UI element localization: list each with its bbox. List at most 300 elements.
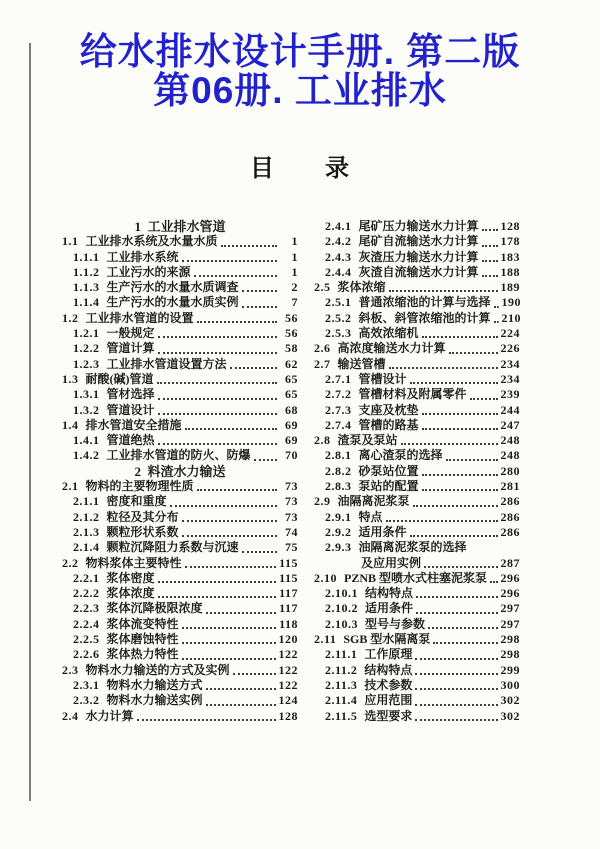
toc-entry xyxy=(314,479,520,494)
entry-number: 1.1.2 xyxy=(73,264,100,279)
entry-label xyxy=(325,693,412,708)
toc-entry xyxy=(314,632,520,647)
entry-number: 2.8 xyxy=(314,433,331,448)
entry-page: 248 xyxy=(500,448,520,463)
entry-page: 56 xyxy=(285,326,298,341)
entry-label xyxy=(73,617,179,632)
entry-title-text: 灰渣压力输送水力计算 xyxy=(358,249,479,264)
entry-page: 188 xyxy=(500,264,520,279)
entry-number: 1.1.1 xyxy=(73,249,100,264)
entry-label xyxy=(73,510,179,525)
toc-entry xyxy=(314,418,520,433)
entry-page: 122 xyxy=(278,647,298,662)
toc-entry xyxy=(62,632,298,647)
entry-page: 281 xyxy=(500,479,520,494)
entry-label xyxy=(73,678,203,693)
toc xyxy=(62,219,520,724)
entry-page: 297 xyxy=(500,601,520,616)
entry-page: 190 xyxy=(501,295,522,310)
toc-entry xyxy=(62,525,298,540)
entry-label xyxy=(73,601,203,616)
entry-title-text: 耐酸(碱)管道 xyxy=(85,371,154,386)
entry-label xyxy=(62,418,182,433)
entry-title-text: 高浓度输送水力计算 xyxy=(337,341,446,356)
toc-entry xyxy=(62,571,298,586)
entry-label xyxy=(325,525,407,540)
toc-entry xyxy=(314,709,520,724)
entry-number: 2.5.2 xyxy=(325,310,352,325)
entry-page: 302 xyxy=(500,693,520,708)
entry-title-text: 离心渣泵的选择 xyxy=(358,448,443,463)
toc-column-right xyxy=(314,219,520,724)
entry-number: 2.2 xyxy=(62,555,79,570)
entry-number: 2.10.1 xyxy=(325,586,358,601)
entry-number: 1.2 xyxy=(62,310,79,325)
entry-page: 300 xyxy=(500,677,520,692)
entry-number: 2.11.4 xyxy=(325,693,358,708)
entry-label xyxy=(325,464,419,479)
entry-page: 124 xyxy=(278,693,298,708)
toc-entry xyxy=(314,280,520,295)
entry-title-text: 排水管道安全措施 xyxy=(85,417,182,432)
entry-label xyxy=(73,326,155,341)
entry-page: 1 xyxy=(291,249,298,264)
toc-entry xyxy=(62,311,298,326)
book-title xyxy=(0,32,600,110)
toc-entry xyxy=(314,326,520,341)
entry-title-text: 管槽的路基 xyxy=(358,417,419,432)
entry-title-text: 密度和重度 xyxy=(106,494,167,509)
toc-entry xyxy=(62,647,298,662)
entry-label xyxy=(73,265,191,280)
toc-entry xyxy=(314,265,520,280)
toc-entry xyxy=(62,341,298,356)
toc-entry xyxy=(62,433,298,448)
entry-number: 2.1.3 xyxy=(73,524,100,539)
entry-label xyxy=(73,403,155,418)
toc-entry xyxy=(314,601,520,616)
entry-label xyxy=(325,601,413,616)
toc-entry xyxy=(314,387,520,402)
entry-label xyxy=(73,448,251,463)
entry-title-text: 物料水力输送方式 xyxy=(106,677,203,692)
book-title-line1: 给水排水设计手册. 第二版 xyxy=(79,31,521,72)
toc-entry xyxy=(62,617,298,632)
toc-entry xyxy=(62,265,298,280)
toc-entry xyxy=(314,295,520,310)
entry-page: 183 xyxy=(500,249,520,264)
entry-title-text: 物料浆体主要特性 xyxy=(85,555,182,570)
entry-title-text: 生产污水的水量水质调查 xyxy=(106,280,239,295)
entry-number: 2.8.3 xyxy=(325,479,352,494)
entry-title-text: 颗粒沉降阻力系数与沉速 xyxy=(106,540,239,555)
entry-number: 1.4.2 xyxy=(73,448,100,463)
entry-number: 2.9.2 xyxy=(325,524,352,539)
entry-label xyxy=(73,494,167,509)
entry-page: 70 xyxy=(285,448,298,463)
toc-entry xyxy=(314,464,520,479)
entry-page: 117 xyxy=(279,601,298,616)
entry-title-text: 高效浓缩机 xyxy=(358,326,419,341)
entry-number: 2.11.1 xyxy=(325,647,358,662)
entry-title-text: 管道设计 xyxy=(106,402,155,417)
entry-number: 1.3.2 xyxy=(73,402,100,417)
entry-number: 2.4 xyxy=(62,708,79,723)
entry-page: 74 xyxy=(285,524,298,539)
entry-page: 234 xyxy=(500,371,520,386)
entry-page: 62 xyxy=(285,356,298,371)
entry-title-text: 及应用实例 xyxy=(361,555,422,570)
entry-title-text: 浆体密度 xyxy=(106,570,155,585)
entry-page: 7 xyxy=(291,295,298,310)
entry-page: 115 xyxy=(279,555,298,570)
entry-title-text: 选型要求 xyxy=(364,708,413,723)
entry-label xyxy=(325,372,407,387)
entry-number: 2.7.4 xyxy=(325,417,352,432)
toc-entry xyxy=(62,693,298,708)
entry-page: 73 xyxy=(285,509,298,524)
entry-number: 2.4.3 xyxy=(325,249,352,264)
entry-number: 1.1.4 xyxy=(73,295,100,310)
entry-number: 2.6 xyxy=(314,341,331,356)
entry-number: 1.2.2 xyxy=(73,341,100,356)
entry-title-text: 结构特点 xyxy=(364,662,413,677)
entry-page: 117 xyxy=(279,586,298,601)
entry-title-text: 适用条件 xyxy=(358,524,407,539)
entry-label xyxy=(361,556,421,571)
toc-entry xyxy=(62,556,298,571)
entry-number: 2.1.4 xyxy=(73,540,100,555)
toc-entry xyxy=(314,540,520,555)
entry-label xyxy=(62,311,194,326)
entry-number: 2.8.1 xyxy=(325,448,352,463)
entry-label xyxy=(325,403,419,418)
entry-title-text: 水力计算 xyxy=(85,708,134,723)
entry-page: 247 xyxy=(500,417,520,432)
entry-number: 2.4.2 xyxy=(325,234,352,249)
entry-label xyxy=(325,647,412,662)
toc-entry xyxy=(62,448,298,463)
entry-page: 58 xyxy=(285,341,298,356)
entry-page: 210 xyxy=(501,310,522,325)
entry-title-text: 斜板、斜管浓缩池的计算 xyxy=(358,310,491,325)
entry-title-text: 普通浓缩池的计算与选择 xyxy=(358,295,491,310)
entry-label xyxy=(325,617,425,632)
entry-number: 2.2.4 xyxy=(73,616,100,631)
entry-number: 2.9.3 xyxy=(325,540,352,555)
entry-label xyxy=(325,326,419,341)
toc-entry xyxy=(62,663,298,678)
entry-label xyxy=(325,709,412,724)
entry-page: 69 xyxy=(285,417,298,432)
entry-page: 68 xyxy=(285,402,298,417)
entry-label xyxy=(73,525,179,540)
entry-title-text: 工业排水系统 xyxy=(106,249,179,264)
entry-page: 286 xyxy=(500,524,520,539)
toc-entry xyxy=(62,479,298,494)
entry-page: 2 xyxy=(291,280,298,295)
entry-title-text: 浆体沉降极限浓度 xyxy=(106,601,203,616)
entry-number: 2.4.1 xyxy=(325,219,352,233)
entry-title-text: 生产污水的水量水质实例 xyxy=(106,295,239,310)
entry-number: 2.7.2 xyxy=(325,387,352,402)
entry-page: 224 xyxy=(500,326,520,341)
toc-entry xyxy=(62,250,298,265)
entry-number: 2.5.3 xyxy=(325,326,352,341)
entry-number: 2.11.3 xyxy=(325,677,358,692)
entry-page: 128 xyxy=(278,708,298,723)
entry-label xyxy=(73,280,239,295)
toc-entry xyxy=(62,586,298,601)
entry-number: 2.7.3 xyxy=(325,402,352,417)
entry-page: 1 xyxy=(291,264,298,279)
entry-title-text: 油隔离泥浆泵 xyxy=(337,494,410,509)
entry-page: 299 xyxy=(500,662,520,677)
entry-title-text: 管道绝热 xyxy=(106,433,155,448)
entry-label xyxy=(325,387,467,402)
toc-entry xyxy=(314,219,520,234)
entry-title-text: 适用条件 xyxy=(365,601,414,616)
entry-title-text: 尾矿自流输送水力计算 xyxy=(358,234,479,249)
entry-label xyxy=(62,479,194,494)
toc-entry xyxy=(314,525,520,540)
toc-entry xyxy=(314,372,520,387)
toc-entry xyxy=(62,601,298,616)
toc-entry xyxy=(62,295,298,310)
entry-label xyxy=(73,357,227,372)
toc-entry xyxy=(62,372,298,387)
entry-page: 122 xyxy=(278,677,298,692)
entry-label xyxy=(325,250,479,265)
entry-number: 2.2.3 xyxy=(73,601,100,616)
entry-label xyxy=(325,234,479,249)
toc-entry xyxy=(314,571,520,586)
entry-page: 75 xyxy=(285,540,298,555)
entry-label xyxy=(73,586,155,601)
entry-page: 65 xyxy=(285,387,298,402)
entry-label xyxy=(62,372,154,387)
entry-label xyxy=(325,448,443,463)
entry-page: 296 xyxy=(500,586,520,601)
entry-number: 2.10.2 xyxy=(325,601,358,616)
toc-entry xyxy=(62,280,298,295)
entry-number: 2.5.1 xyxy=(325,295,352,310)
entry-title-text: 物料水力输送的方式及实例 xyxy=(85,662,230,677)
toc-chapter-heading: 1 工业排水管道 xyxy=(134,219,226,234)
entry-page: 298 xyxy=(500,647,520,662)
entry-number: 2.9 xyxy=(314,494,331,509)
toc-entry xyxy=(314,250,520,265)
toc-entry xyxy=(314,234,520,249)
entry-label xyxy=(325,295,491,310)
entry-title-text: 工作原理 xyxy=(364,647,413,662)
entry-number: 2.10 xyxy=(314,570,337,585)
entry-title-text: 砂泵站位置 xyxy=(358,463,419,478)
entry-label xyxy=(73,647,179,662)
entry-title-text: 管槽设计 xyxy=(358,371,407,386)
entry-number: 2.3 xyxy=(62,662,79,677)
entry-label xyxy=(325,510,383,525)
toc-entry xyxy=(62,357,298,372)
toc-entry xyxy=(62,326,298,341)
entry-title-text: 一般规定 xyxy=(106,326,155,341)
entry-title-text: 特点 xyxy=(358,509,383,524)
entry-page: 244 xyxy=(500,402,520,417)
entry-number: 2.7.1 xyxy=(325,371,352,386)
entry-number: 1.1.3 xyxy=(73,280,100,295)
entry-label xyxy=(314,280,386,295)
entry-title-text: 工业排水管道的设置 xyxy=(85,310,194,325)
toc-entry xyxy=(62,387,298,402)
entry-number: 2.7 xyxy=(314,356,331,371)
entry-number: 2.2.5 xyxy=(73,632,100,647)
entry-number: 1.4.1 xyxy=(73,433,100,448)
entry-label xyxy=(325,540,467,555)
entry-label xyxy=(325,418,419,433)
entry-page: 248 xyxy=(500,433,520,448)
toc-entry xyxy=(62,418,298,433)
toc-entry xyxy=(314,510,520,525)
entry-label xyxy=(314,632,430,647)
entry-page: 234 xyxy=(500,356,520,371)
toc-entry xyxy=(314,341,520,356)
entry-label xyxy=(62,709,134,724)
entry-number: 2.2.1 xyxy=(73,570,100,585)
entry-title-text: 输送管槽 xyxy=(337,356,386,371)
entry-page: 280 xyxy=(500,463,520,478)
entry-title-text: 泵站的配置 xyxy=(358,479,419,494)
entry-label xyxy=(314,357,386,372)
entry-page: 298 xyxy=(500,632,520,647)
entry-page: 226 xyxy=(500,341,520,356)
toc-entry xyxy=(314,448,520,463)
entry-page: 302 xyxy=(500,708,520,723)
entry-page: 239 xyxy=(500,387,520,402)
entry-title-text: 型号与参数 xyxy=(365,616,426,631)
entry-title-text: 应用范围 xyxy=(364,693,413,708)
entry-number: 1.3.1 xyxy=(73,387,100,402)
entry-title-text: 颗粒形状系数 xyxy=(106,524,179,539)
toc-entry xyxy=(62,709,298,724)
toc-entry xyxy=(314,586,520,601)
toc-entry xyxy=(314,678,520,693)
entry-page: 65 xyxy=(285,371,298,386)
entry-label xyxy=(73,571,155,586)
entry-number: 2.3.1 xyxy=(73,677,100,692)
entry-title-text: 浆体浓度 xyxy=(106,586,155,601)
entry-title-text: 粒径及其分布 xyxy=(106,509,179,524)
toc-entry xyxy=(62,510,298,525)
toc-entry xyxy=(314,647,520,662)
entry-title-text: 工业排水管道的防火、防爆 xyxy=(106,448,251,463)
book-title-line2: 第06册. 工业排水 xyxy=(153,70,447,111)
entry-title-text: 浆体磨蚀特性 xyxy=(106,632,179,647)
entry-number: 2.8.2 xyxy=(325,463,352,478)
entry-label xyxy=(73,540,239,555)
entry-title-text: 结构特点 xyxy=(365,586,414,601)
entry-page: 1 xyxy=(291,234,298,249)
entry-label xyxy=(325,586,413,601)
entry-label xyxy=(325,479,419,494)
entry-number: 2.2.2 xyxy=(73,586,100,601)
toc-entry xyxy=(62,234,298,249)
toc-entry xyxy=(314,693,520,708)
entry-number: 2.11.2 xyxy=(325,662,358,677)
entry-page: 286 xyxy=(500,494,520,509)
entry-number: 2.4.4 xyxy=(325,264,352,279)
entry-label xyxy=(73,632,179,647)
toc-entry xyxy=(62,494,298,509)
entry-number: 2.1.1 xyxy=(73,494,100,509)
entry-label xyxy=(325,311,491,326)
entry-page: 189 xyxy=(500,280,520,295)
entry-page: 120 xyxy=(278,632,298,647)
entry-title-text: 物料水力输送实例 xyxy=(106,693,203,708)
entry-label xyxy=(73,295,239,310)
entry-title-text: 管道计算 xyxy=(106,341,155,356)
entry-title-text: 管槽材料及附属零件 xyxy=(358,387,467,402)
entry-number: 1.3 xyxy=(62,371,79,386)
entry-label xyxy=(73,341,155,356)
entry-number: 2.10.3 xyxy=(325,616,358,631)
entry-title-text: 灰渣自流输送水力计算 xyxy=(358,264,479,279)
toc-entry xyxy=(314,311,520,326)
entry-number: 1.4 xyxy=(62,417,79,432)
toc-entry xyxy=(314,494,520,509)
entry-page: 122 xyxy=(278,662,298,677)
entry-page: 297 xyxy=(500,616,520,631)
entry-page: 115 xyxy=(279,570,298,585)
entry-title-text: 工业污水的来源 xyxy=(106,264,191,279)
toc-chapter-heading: 2 料渣水力输送 xyxy=(134,463,226,479)
entry-page: 56 xyxy=(285,310,298,325)
entry-label xyxy=(73,433,155,448)
toc-entry xyxy=(314,357,520,372)
toc-entry xyxy=(314,433,520,448)
entry-title-text: 浆体流变特性 xyxy=(106,616,179,631)
entry-title-text: 物料的主要物理性质 xyxy=(85,479,194,494)
entry-page: 69 xyxy=(285,433,298,448)
entry-title-text: 渣泵及泵站 xyxy=(337,433,398,448)
toc-column-left xyxy=(62,219,298,724)
entry-label xyxy=(73,387,155,402)
entry-label xyxy=(73,693,203,708)
entry-number: 2.1.2 xyxy=(73,509,100,524)
entry-label xyxy=(325,219,479,234)
entry-title-text: 技术参数 xyxy=(364,677,413,692)
entry-page: 73 xyxy=(285,479,298,494)
entry-title-text: PZNB 型喷水式柱塞泥浆泵 xyxy=(344,570,488,585)
entry-number: 2.11 xyxy=(314,632,337,647)
toc-entry xyxy=(62,403,298,418)
entry-number: 1.2.1 xyxy=(73,326,100,341)
entry-title-text: 油隔离泥浆泵的选择 xyxy=(358,540,467,555)
entry-title-text: 工业排水管道设置方法 xyxy=(106,356,227,371)
entry-label xyxy=(314,494,410,509)
entry-number: 1.1 xyxy=(62,234,79,249)
toc-heading: 目 录 xyxy=(250,156,350,182)
entry-label xyxy=(62,234,218,249)
entry-label xyxy=(62,663,230,678)
entry-label xyxy=(62,556,182,571)
entry-page: 178 xyxy=(500,234,520,249)
entry-title-text: 尾矿压力输送水力计算 xyxy=(358,219,479,233)
entry-label xyxy=(314,571,487,586)
entry-page: 296 xyxy=(500,570,520,585)
toc-entry xyxy=(314,617,520,632)
entry-label xyxy=(325,265,479,280)
entry-title-text: SGB 型水隔离泵 xyxy=(343,632,431,647)
